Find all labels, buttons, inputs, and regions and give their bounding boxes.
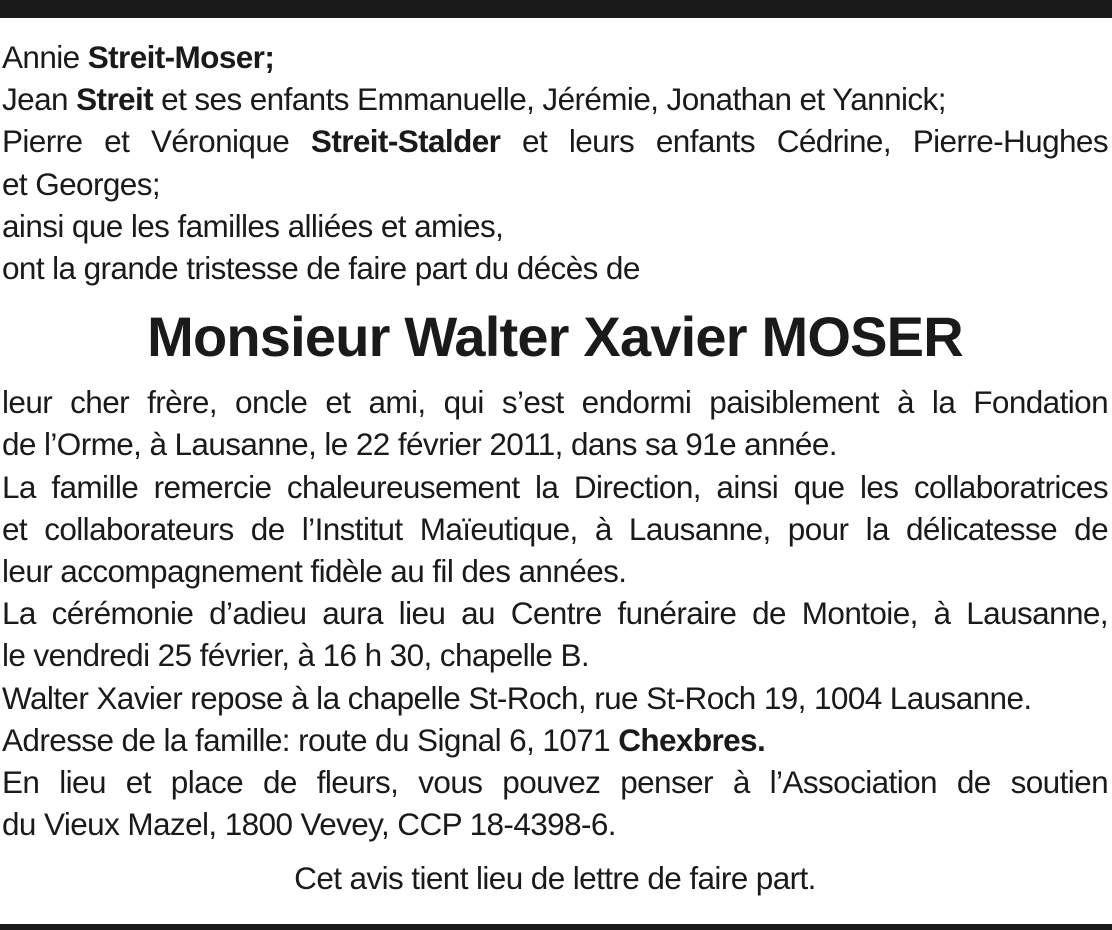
family-name-text: Jean — [2, 81, 68, 118]
address-text: Adresse de la famille: route du Signal 6, 1071 — [2, 721, 611, 758]
family-address-line — [2, 719, 1108, 761]
deceased-name-heading: Monsieur Walter Xavier MOSER — [147, 305, 963, 369]
obituary-notice — [2, 36, 1108, 900]
family-line-3 — [2, 120, 1108, 162]
family-children-text: et leurs enfants Cédrine, Pierre-Hughes — [522, 123, 1108, 160]
bottom-border-rule — [0, 924, 1112, 930]
body-line: La cérémonie d’adieu aura lieu au Centre funéraire de Montoie, à Lausanne, — [2, 595, 1108, 632]
family-surname-bold: Streit-Moser; — [87, 39, 275, 75]
body-line: de l’Orme, à Lausanne, le 22 février 2011, dans sa 91e année. — [2, 426, 837, 463]
family-line-4: et Georges; — [2, 165, 160, 202]
body-line: leur cher frère, oncle et ami, qui s’est endormi paisiblement à la Fondation — [2, 384, 1108, 421]
closing-note: Cet avis tient lieu de lettre de faire part. — [294, 860, 816, 897]
body-line: le vendredi 25 février, à 16 h 30, chapelle B. — [2, 637, 590, 674]
flowers-line: du Vieux Mazel, 1800 Vevey, CCP 18-4398-6. — [2, 806, 616, 843]
family-children-text: et ses enfants Emmanuelle, Jérémie, Jonathan et Yannick; — [161, 81, 946, 118]
family-name-text: Annie — [2, 39, 80, 75]
body-line: Walter Xavier repose à la chapelle St-Roch, rue St-Roch 19, 1004 Lausanne. — [2, 679, 1032, 716]
family-surname-bold: Streit — [76, 81, 153, 118]
family-line-1 — [2, 36, 1108, 78]
family-name-text: Pierre et Véronique — [2, 123, 290, 160]
top-border-rule — [0, 0, 1112, 18]
address-town-bold: Chexbres. — [618, 721, 766, 758]
family-line-2 — [2, 78, 1108, 120]
flowers-line: En lieu et place de fleurs, vous pouvez penser à l’Association de soutien — [2, 764, 1108, 801]
body-line: et collaborateurs de l’Institut Maïeutique, à Lausanne, pour la délicatesse de — [2, 510, 1108, 547]
family-line-5: ainsi que les familles alliées et amies, — [2, 207, 504, 244]
family-line-6: ont la grande tristesse de faire part du décès de — [2, 250, 640, 287]
body-line: La famille remercie chaleureusement la Direction, ainsi que les collaboratrices — [2, 468, 1108, 505]
family-surname-bold: Streit-Stalder — [310, 123, 501, 160]
body-line: leur accompagnement fidèle au fil des années. — [2, 553, 627, 590]
